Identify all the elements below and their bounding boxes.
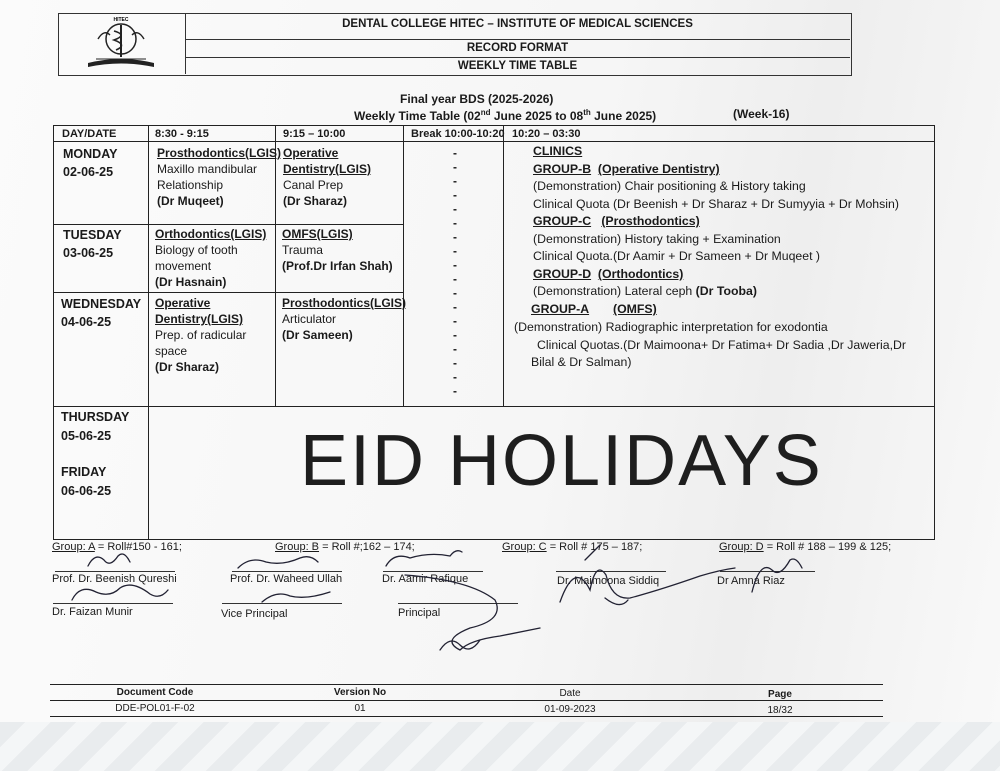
day-friday: FRIDAY 06-06-25 (61, 465, 112, 498)
monday-slot2: Operative Dentistry(LGIS) Canal Prep (Dr Sharaz) (283, 146, 372, 208)
break-marker: - (453, 160, 457, 174)
signatory-name: Dr Amna Riaz (717, 575, 785, 587)
background-surface (0, 722, 1000, 771)
break-marker: - (453, 384, 457, 398)
week-range: Weekly Time Table (02nd June 2025 to 08th June 2025) (354, 108, 657, 123)
group-b-heading: GROUP-B (Operative Dentistry) (533, 162, 720, 176)
group-b-quota: Clinical Quota (Dr Beenish + Dr Sharaz + Dr Sumyyia + Dr Mohsin) (533, 197, 899, 211)
tuesday-slot1: Orthodontics(LGIS) Biology of tooth movement (Dr Hasnain) (155, 227, 267, 289)
monday-slot1: Prosthodontics(LGIS) Maxillo mandibular Relationship (Dr Muqeet) (157, 146, 281, 208)
footer-line (50, 684, 883, 685)
form-title: WEEKLY TIME TABLE (457, 60, 578, 72)
day-monday: MONDAY 02-06-25 (63, 147, 118, 179)
group-c-quota: Clinical Quota.(Dr Aamir + Dr Sameen + Dr Muqeet ) (533, 249, 821, 263)
break-marker: - (453, 286, 457, 300)
group-a-heading: GROUP-A (OMFS) (531, 302, 657, 316)
document-date: 01-09-2023 (544, 704, 596, 715)
group-c-rolls: Group: C = Roll # 175 – 187; (502, 541, 643, 553)
col-head-clinics: 10:20 – 03:30 (512, 128, 581, 140)
break-marker: - (453, 188, 457, 202)
signatory-name: Dr. Maimoona Siddiq (557, 575, 660, 587)
wednesday-slot2: Prosthodontics(LGIS) Articulator (Dr Sameen) (282, 296, 406, 342)
signatory-title: Vice Principal (221, 608, 288, 620)
break-marker: - (453, 230, 457, 244)
group-a-quota-cont: Bilal & Dr Salman) (531, 355, 632, 369)
day-tuesday: TUESDAY 03-06-25 (63, 228, 122, 260)
tuesday-slot2: OMFS(LGIS) Trauma (Prof.Dr Irfan Shah) (282, 227, 393, 273)
group-b-demo: (Demonstration) Chair positioning & History taking (533, 179, 806, 193)
break-marker: - (453, 370, 457, 384)
week-number: (Week-16) (733, 107, 790, 121)
col-head-day: DAY/DATE (62, 128, 117, 140)
day-thursday: THURSDAY 05-06-25 (61, 410, 130, 443)
holiday-banner: EID HOLIDAYS (300, 421, 823, 501)
group-d-rolls: Group: D = Roll # 188 – 199 & 125; (719, 541, 892, 553)
break-marker: - (453, 328, 457, 342)
footer-label: Page (768, 689, 792, 700)
group-a-quota: Clinical Quotas.(Dr Maimoona+ Dr Fatima+ Dr Sadia ,Dr Jaweria,Dr (537, 338, 907, 352)
group-d-demo: (Demonstration) Lateral ceph (Dr Tooba) (533, 284, 757, 298)
record-format-label: RECORD FORMAT (466, 42, 569, 54)
group-a-demo: (Demonstration) Radiographic interpretation for exodontia (514, 320, 828, 334)
signatory-name: Prof. Dr. Waheed Ullah (230, 573, 343, 585)
logo-text: HITEC (113, 17, 129, 23)
break-marker: - (453, 216, 457, 230)
wednesday-slot1: Operative Dentistry(LGIS) Prep. of radicular space (Dr Sharaz) (155, 296, 247, 374)
break-marker: - (453, 258, 457, 272)
col-head-break: Break 10:00-10:20 (411, 128, 505, 140)
footer-line (50, 716, 883, 717)
signatory-name: Dr. Faizan Munir (52, 606, 133, 618)
group-b-rolls: Group: B = Roll #;162 – 174; (275, 541, 415, 553)
footer-label: Version No (333, 687, 387, 698)
footer-label: Document Code (116, 687, 194, 698)
group-d-heading: GROUP-D (Orthodontics) (533, 267, 684, 281)
break-marker: - (453, 314, 457, 328)
group-a-rolls: Group: A = Roll#150 - 161; (52, 541, 182, 553)
col-head-slot2: 9:15 – 10:00 (283, 128, 346, 140)
program-title: Final year BDS (2025-2026) (400, 92, 554, 106)
group-c-demo: (Demonstration) History taking + Examination (533, 232, 781, 246)
break-marker: - (453, 272, 457, 286)
break-marker: - (453, 356, 457, 370)
signatory-name: Prof. Dr. Beenish Qureshi (52, 573, 177, 585)
break-marker: - (453, 202, 457, 216)
footer-label: Date (559, 688, 581, 699)
signatory-title: Principal (398, 607, 441, 619)
footer-line (50, 700, 883, 701)
signatory-name: Dr. Aamir Rafique (382, 573, 469, 585)
version-number: 01 (354, 703, 366, 714)
document-code: DDE-POL01-F-02 (115, 703, 195, 714)
institution-name: DENTAL COLLEGE HITEC – INSTITUTE OF MEDICAL SCIENCES (342, 18, 693, 30)
break-marker: - (453, 174, 457, 188)
clinics-title: CLINICS (533, 144, 583, 158)
day-wednesday: WEDNESDAY 04-06-25 (61, 297, 142, 329)
page-number: 18/32 (767, 705, 793, 716)
break-marker: - (453, 146, 457, 160)
break-marker: - (453, 300, 457, 314)
break-marker: - (453, 342, 457, 356)
group-c-heading: GROUP-C (Prosthodontics) (533, 214, 700, 228)
break-marker: - (453, 244, 457, 258)
col-head-slot1: 8:30 - 9:15 (155, 128, 209, 140)
